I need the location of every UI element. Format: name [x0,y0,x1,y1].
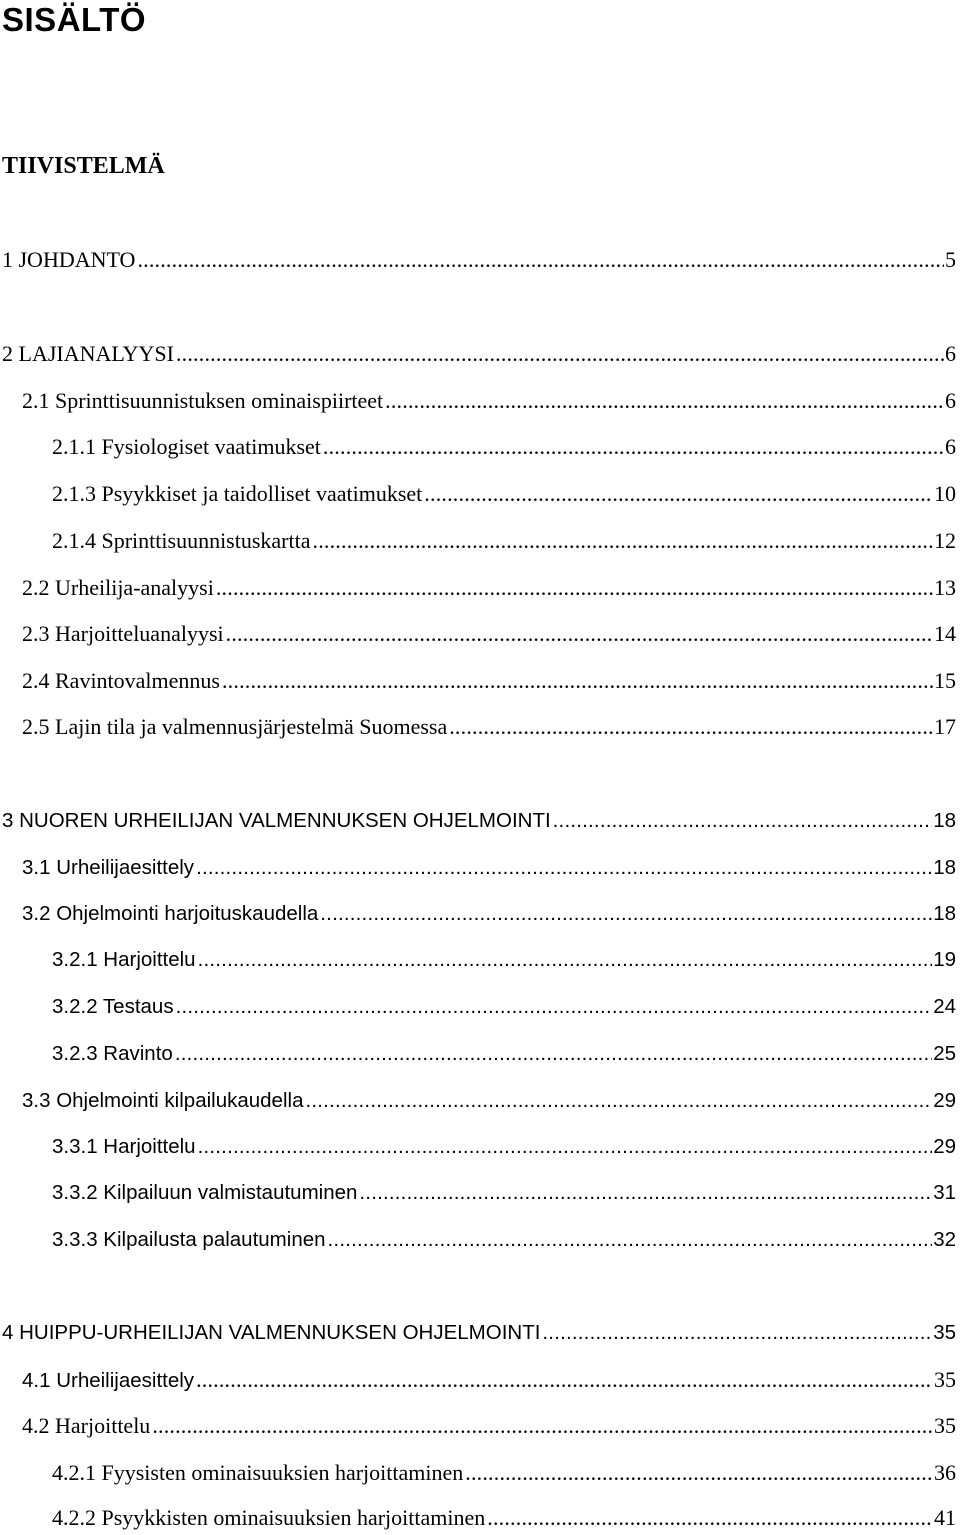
toc-entry-label: 2.5 Lajin tila ja valmennusjärjestelmä Suomessa [22,714,448,739]
toc-page-number: 29 [933,1135,956,1158]
toc-page-number: 41 [934,1505,956,1530]
toc-entry-label: 2.1.1 Fysiologiset vaatimukset [52,434,321,459]
page-title: SISÄLTÖ [2,1,147,38]
toc-entry-label: 3.2 Ohjelmointi harjoituskaudella [22,902,319,925]
toc-dot-leader [196,1365,933,1395]
toc-dot-leader [305,1086,932,1116]
toc-entry-label: 2.4 Ravintovalmennus [22,668,220,693]
toc-page-number: 14 [934,621,956,646]
toc-entry-label: 3.3.3 Kilpailusta palautuminen [52,1228,326,1251]
toc-dot-leader [449,712,933,742]
toc-entry-label: 2.1.4 Sprinttisuunnistuskartta [52,528,311,553]
toc-page-number: 18 [933,902,956,925]
toc-entry[interactable] [52,1132,956,1162]
toc-dot-leader [465,1458,933,1488]
toc-page-number: 6 [945,341,956,366]
toc-dot-leader [487,1503,933,1533]
toc-entry-label: 3.2.2 Testaus [52,995,174,1018]
toc-dot-leader [176,339,944,369]
toc-page-number: 13 [934,575,956,600]
toc-page-number: 31 [933,1181,956,1204]
toc-entry[interactable] [52,945,956,975]
toc-dot-leader [152,1411,933,1441]
toc-entry[interactable] [2,1318,956,1348]
toc-page-number: 24 [933,995,956,1018]
toc-entry-label: 3.2.3 Ravinto [52,1042,173,1065]
toc-page-number: 15 [934,668,956,693]
toc-entry[interactable] [22,853,956,883]
toc-dot-leader [198,945,933,975]
toc-dot-leader [320,899,932,929]
toc-entry[interactable] [52,526,956,556]
toc-page-number: 35 [934,1413,956,1438]
toc-page-number: 36 [934,1460,956,1485]
abstract-heading: TIIVISTELMÄ [2,153,165,179]
toc-entry-label: 2.3 Harjoitteluanalyysi [22,621,224,646]
toc-entry[interactable] [22,386,956,416]
toc-page-number: 25 [933,1042,956,1065]
toc-page-number: 18 [933,809,956,832]
toc-entry[interactable] [22,1086,956,1116]
toc-entry-label: 2.1.3 Psyykkiset ja taidolliset vaatimukset [52,481,423,506]
toc-entry-label: 4 HUIPPU-URHEILIJAN VALMENNUKSEN OHJELMOINTI [2,1321,541,1344]
toc-entry-label: 1 JOHDANTO [2,247,136,272]
toc-entry-label: 4.2.1 Fyysisten ominaisuuksien harjoittaminen [52,1460,464,1485]
toc-entry[interactable] [22,666,956,696]
toc-entry[interactable] [52,1503,956,1533]
toc-entry[interactable] [52,1458,956,1488]
toc-entry[interactable] [52,1039,956,1069]
toc-page-number: 29 [933,1089,956,1112]
toc-entry[interactable] [22,1365,956,1396]
toc-entry[interactable] [52,992,956,1022]
toc-entry[interactable] [22,899,956,929]
toc-entry-label: 3.3 Ohjelmointi kilpailukaudella [22,1089,304,1112]
toc-dot-leader [175,1039,932,1069]
toc-dot-leader [359,1178,932,1208]
toc-page-number: 5 [945,247,956,272]
toc-entry[interactable] [52,432,956,462]
toc-dot-leader [137,245,944,275]
toc-dot-leader [424,479,933,509]
toc-dot-leader [313,526,934,556]
toc-dot-leader [196,853,932,883]
toc-entry[interactable] [52,479,956,509]
toc-entry[interactable] [22,573,956,603]
toc-entry-label: 3.1 Urheilijaesittely [22,856,195,879]
toc-dot-leader [323,432,944,462]
toc-dot-leader [176,992,933,1022]
toc-dot-leader [553,806,933,836]
toc-entry[interactable] [52,1225,956,1255]
toc-entry-label: 3.3.2 Kilpailuun valmistautuminen [52,1181,358,1204]
toc-page-number: 10 [934,481,956,506]
toc-dot-leader [222,666,933,696]
toc-entry-label: 2.1 Sprinttisuunnistuksen ominaispiirteet [22,388,384,413]
toc-dot-leader [542,1318,932,1348]
toc-dot-leader [385,386,944,416]
toc-entry-label: 3.2.1 Harjoittelu [52,948,196,971]
toc-entry[interactable] [22,1411,956,1441]
toc-entry-label: 3 NUOREN URHEILIJAN VALMENNUKSEN OHJELMOINTI [2,809,551,832]
toc-dot-leader [198,1132,933,1162]
toc-page-number: 12 [934,528,956,553]
toc-page-number: 17 [934,714,956,739]
toc-entry-label: 3.3.1 Harjoittelu [52,1135,196,1158]
toc-dot-leader [226,619,933,649]
toc-page-number: 35 [934,1367,956,1392]
toc-entry-label: 4.2 Harjoittelu [22,1413,151,1438]
toc-dot-leader [328,1225,933,1255]
toc-entry[interactable] [2,806,956,836]
toc-entry-label: 2.2 Urheilija-analyysi [22,575,214,600]
toc-page-number: 19 [933,948,956,971]
toc-page-number: 6 [945,388,956,413]
toc-entry[interactable] [22,619,956,649]
toc-entry[interactable] [52,1178,956,1208]
toc-entry-label: 4.1 Urheilijaesittely [22,1369,195,1392]
toc-page-number: 18 [933,856,956,879]
toc-dot-leader [216,573,933,603]
toc-page-number: 32 [933,1228,956,1251]
toc-entry-label: 4.2.2 Psyykkisten ominaisuuksien harjoittaminen [52,1505,486,1530]
toc-entry[interactable] [2,339,956,369]
toc-entry-label: 2 LAJIANALYYSI [2,341,174,366]
toc-entry[interactable] [2,245,956,275]
toc-page-number: 6 [945,434,956,459]
toc-entry[interactable] [22,712,956,742]
toc-page-number: 35 [933,1321,956,1344]
